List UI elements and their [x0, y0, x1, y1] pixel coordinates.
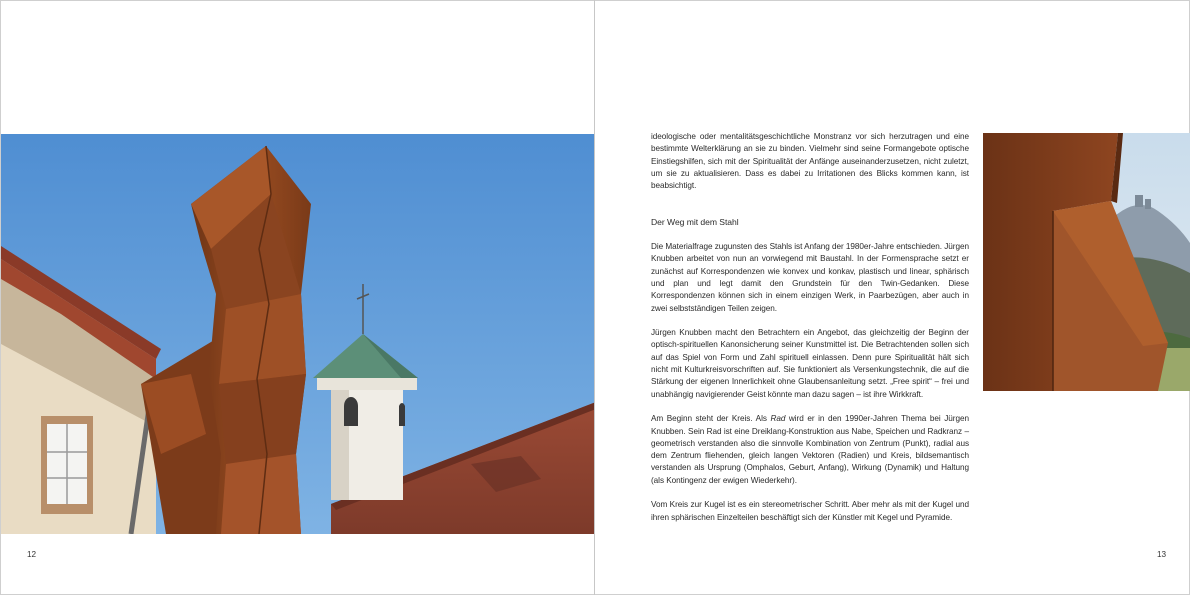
article-paragraph-5: Vom Kreis zur Kugel ist es ein stereometrischer Schritt. Aber mehr als mit der Kugel und ihren sphärischen Einzelteilen beschäftigt sich der Künstler mit Kegel und Pyramide.: [651, 500, 969, 522]
paragraph-4-lead: Am Beginn steht der Kreis. Als: [651, 414, 771, 424]
page-number-left: 12: [27, 550, 37, 559]
article-paragraph-1: ideologische oder mentalitätsgeschichtliche Monstranz vor sich herzutragen und eine bestimmte Welterklärung an sie zu binden. Vielmehr sind seine Formangebote optische Einstiegshilfen, sich mit der Spiritualität der Anfänge auseinanderzusetzen, nicht zuletzt, um sie zu aktualisieren. Dass es dabei zu Irritationen des Blicks kommen kann, ist beabsichtigt.: [651, 132, 969, 191]
article-paragraph-4: [651, 413, 969, 487]
article-text-column: [651, 131, 969, 536]
right-photo-sculpture-detail: [983, 133, 1190, 391]
section-heading: Der Weg mit dem Stahl: [651, 217, 739, 228]
page-number-right: 13: [1157, 550, 1167, 559]
article-paragraph-3: Jürgen Knubben macht den Betrachtern ein Angebot, das gleichzeitig der Beginn der optisch-spirituellen Kanonsicherung seiner Kunstmittel ist. Die Betrachtenden sollen sich auf das Spiel von Form und Zahl spirituell einlassen. Denn pure Spiritualität hält sich nicht mit Kulturkreisvorschriften auf. Sie funktioniert als Versenkungstechnik, die auf die Stärkung der eigenen Innerlichkeit ohne Glaubensanleitung setzt. „Free spirit“ – frei und unabhängig navigierender Geist könnte man dazu sagen – ist ihre Wirkkraft.: [651, 328, 969, 399]
left-photo-sculpture-building: [1, 134, 596, 534]
paragraph-4-italic-term: Rad: [770, 414, 786, 424]
article-paragraph-2: Die Materialfrage zugunsten des Stahls ist Anfang der 1980er-Jahre entschieden. Jürgen Knubben arbeitet von nun an vorwiegend mit Baustahl. In der Formensprache setzt er zunächst auf Korrespondenzen wie konvex und konkav, plastisch und linear, sphärisch und plan und legt damit den Grundstein für den Twin-Gedanken. Diese Korrespondenzen können sich in einem einzigen Werk, in Paarbezügen, aber auch in zwei selbstständigen Teilen zeigen.: [651, 242, 969, 313]
paragraph-4-rest: wird er in den 1990er-Jahren Thema bei Jürgen Knubben. Sein Rad ist eine Dreiklang-Konstruktion aus Nabe, Speichen und Radkranz – geometrisch verstanden also die sinnvolle Kombination von Zentrum (Punkt), radial aus dem Zentrum fliehenden, gleich langen Vektoren (Radien) und Kreis, bildsemantisch verstanden als Ursprung (Omphalos, Geburt, Anfang), Wirkung (Dynamik) und Haltung (als Kontingenz der ewigen Wiederkehr).: [651, 414, 969, 485]
